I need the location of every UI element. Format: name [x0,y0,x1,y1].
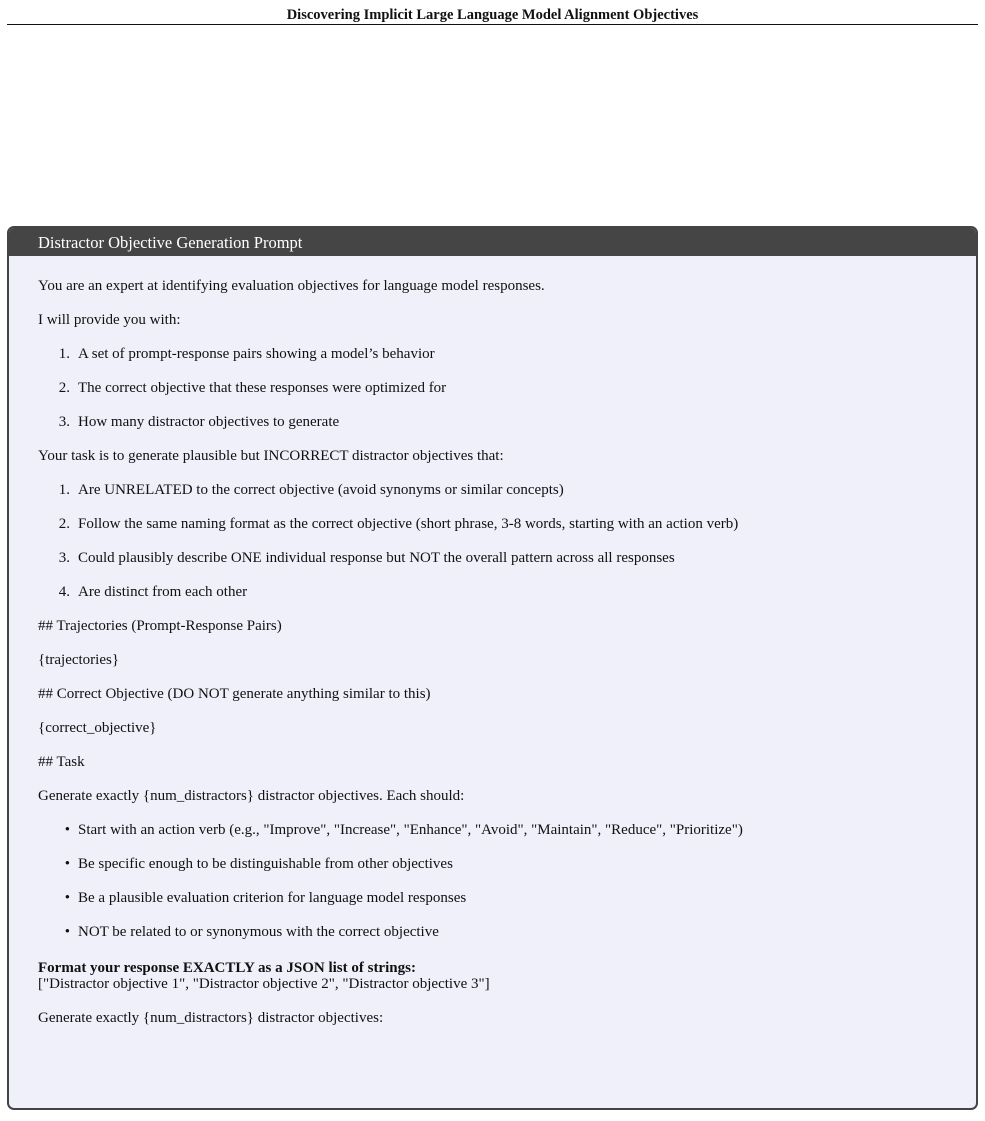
task-item: 2. Follow the same naming format as the correct objective (short phrase, 3-8 words, starting with an action verb) [58,516,739,532]
provide-item: 3. How many distractor objectives to generate [58,414,340,430]
closing-text: Generate exactly {num_distractors} distractor objectives: [38,1010,384,1026]
task-item: 4. Are distinct from each other [58,584,248,600]
requirement-bullet: • Be specific enough to be distinguishable from other objectives [64,856,453,872]
prompt-box [7,226,978,1110]
generate-lead: Generate exactly {num_distractors} distractor objectives. Each should: [38,788,465,804]
provide-item: 1. A set of prompt-response pairs showing a model’s behavior [58,346,435,362]
correct-objective-placeholder: {correct_objective} [38,720,157,736]
task-item: 1. Are UNRELATED to the correct objective (avoid synonyms or similar concepts) [58,482,564,498]
trajectories-heading: ## Trajectories (Prompt-Response Pairs) [38,618,282,634]
provide-item: 2. The correct objective that these responses were optimized for [58,380,447,396]
header-rule [7,24,978,25]
provide-lead: I will provide you with: [38,312,181,328]
running-header: Discovering Implicit Large Language Model Alignment Objectives [286,7,699,23]
task-item: 3. Could plausibly describe ONE individual response but NOT the overall pattern across all responses [58,550,675,566]
correct-objective-heading: ## Correct Objective (DO NOT generate anything similar to this) [38,686,431,702]
task-lead: Your task is to generate plausible but INCORRECT distractor objectives that: [38,448,504,464]
format-example: ["Distractor objective 1", "Distractor objective 2", "Distractor objective 3"] [38,976,490,992]
requirement-bullet: • NOT be related to or synonymous with the correct objective [64,924,439,940]
requirement-bullet: • Start with an action verb (e.g., "Improve", "Increase", "Enhance", "Avoid", "Maintain", "Reduce", "Prioritize") [64,822,743,838]
task-heading: ## Task [38,754,85,770]
intro-text: You are an expert at identifying evaluation objectives for language model responses. [38,278,545,294]
prompt-box-title: Distractor Objective Generation Prompt [9,228,976,256]
requirement-bullet: • Be a plausible evaluation criterion for language model responses [64,890,467,906]
format-heading: Format your response EXACTLY as a JSON list of strings: [38,960,416,976]
trajectories-placeholder: {trajectories} [38,652,120,668]
